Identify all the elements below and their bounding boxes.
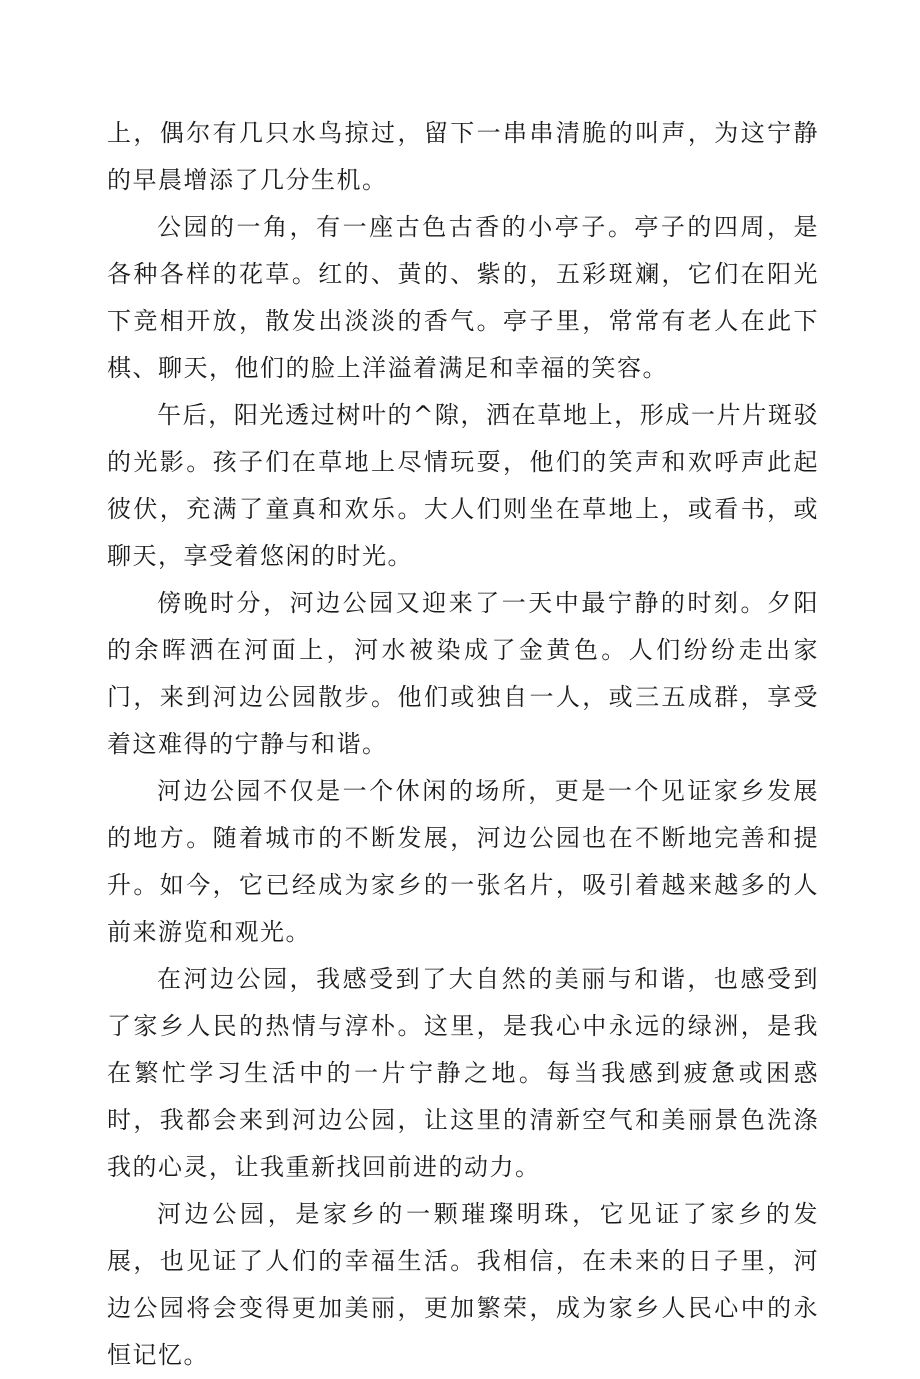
paragraph-continued: 上，偶尔有几只水鸟掠过，留下一串串清脆的叫声，为这宁静的早晨增添了几分生机。 <box>107 119 819 194</box>
paragraph-conclusion: 河边公园，是家乡的一颗璀璨明珠，它见证了家乡的发展，也见证了人们的幸福生活。我相信，在未来的日子里，河边公园将会变得更加美丽，更加繁荣，成为家乡人民心中的永恒记忆。 <box>107 1200 819 1369</box>
essay-body <box>107 110 819 1379</box>
paragraph-development: 河边公园不仅是一个休闲的场所，更是一个见证家乡发展的地方。随着城市的不断发展，河边公园也在不断地完善和提升。如今，它已经成为家乡的一张名片，吸引着越来越多的人前来游览和观光。 <box>107 777 819 946</box>
paragraph-evening: 傍晚时分，河边公园又迎来了一天中最宁静的时刻。夕阳的余晖洒在河面上，河水被染成了金黄色。人们纷纷走出家门，来到河边公园散步。他们或独自一人，或三五成群，享受着这难得的宁静与和谐。 <box>107 589 819 758</box>
paragraph-pavilion: 公园的一角，有一座古色古香的小亭子。亭子的四周，是各种各样的花草。红的、黄的、紫的，五彩斑斓，它们在阳光下竞相开放，散发出淡淡的香气。亭子里，常常有老人在此下棋、聊天，他们的脸上洋溢着满足和幸福的笑容。 <box>107 213 819 382</box>
paragraph-feelings: 在河边公园，我感受到了大自然的美丽与和谐，也感受到了家乡人民的热情与淳朴。这里，是我心中永远的绿洲，是我在繁忙学习生活中的一片宁静之地。每当我感到疲惫或困惑时，我都会来到河边公园，让这里的清新空气和美丽景色洗涤我的心灵，让我重新找回前进的动力。 <box>107 965 819 1181</box>
paragraph-afternoon: 午后，阳光透过树叶的^隙，洒在草地上，形成一片片斑驳的光影。孩子们在草地上尽情玩耍，他们的笑声和欢呼声此起彼伏，充满了童真和欢乐。大人们则坐在草地上，或看书，或聊天，享受着悠闲的时光。 <box>107 401 819 570</box>
